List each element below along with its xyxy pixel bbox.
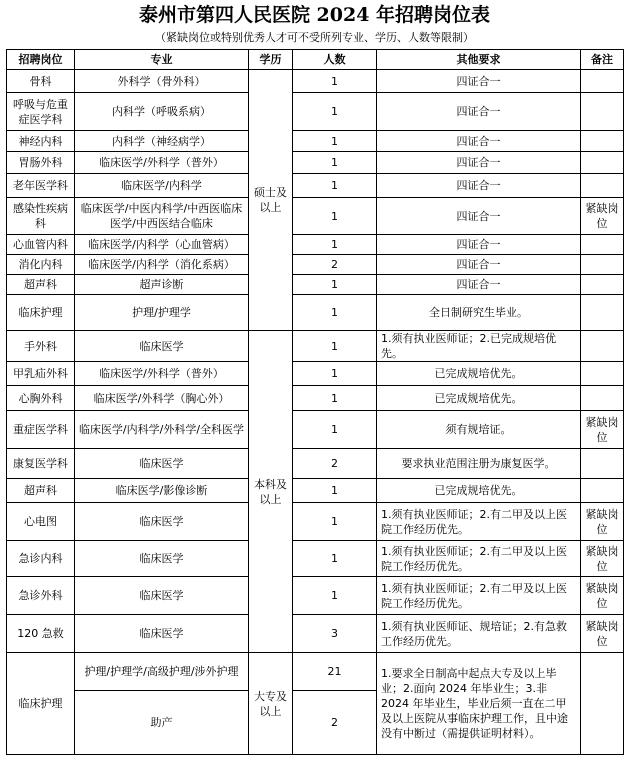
cell-notes: 紧缺岗位 <box>581 541 624 577</box>
cell-major: 临床医学/外科学（普外） <box>75 362 249 386</box>
cell-major: 临床医学/外科学（普外） <box>75 152 249 174</box>
cell-notes: 紧缺岗位 <box>581 503 624 541</box>
cell-position: 呼吸与危重症医学科 <box>7 93 75 131</box>
cell-notes <box>581 152 624 174</box>
cell-count: 1 <box>293 275 377 295</box>
table-row <box>7 255 624 275</box>
cell-education-group: 硕士及以上 <box>249 70 293 331</box>
cell-position: 超声科 <box>7 479 75 503</box>
cell-requirements: 须有规培证。 <box>377 411 581 449</box>
cell-count: 2 <box>293 691 377 755</box>
cell-position: 急诊内科 <box>7 541 75 577</box>
table-row <box>7 362 624 386</box>
cell-position: 重症医学科 <box>7 411 75 449</box>
table-row <box>7 449 624 479</box>
cell-notes <box>581 235 624 255</box>
cell-position: 临床护理 <box>7 653 75 755</box>
cell-requirements: 四证合一 <box>377 255 581 275</box>
cell-requirements: 四证合一 <box>377 152 581 174</box>
table-row <box>7 295 624 331</box>
table-row <box>7 131 624 152</box>
table-row <box>7 70 624 93</box>
cell-count: 1 <box>293 93 377 131</box>
header-count: 人数 <box>293 50 377 70</box>
header-requirements: 其他要求 <box>377 50 581 70</box>
cell-notes <box>581 93 624 131</box>
cell-major: 临床医学/内科学（消化系病） <box>75 255 249 275</box>
cell-count: 1 <box>293 198 377 235</box>
table-row <box>7 411 624 449</box>
cell-count: 1 <box>293 411 377 449</box>
cell-notes <box>581 174 624 198</box>
cell-notes <box>581 70 624 93</box>
table-row <box>7 235 624 255</box>
cell-count: 1 <box>293 503 377 541</box>
cell-requirements: 1.须有执业医师证、规培证；2.有急救工作经历优先。 <box>377 615 581 653</box>
cell-major: 临床医学 <box>75 577 249 615</box>
cell-position: 超声科 <box>7 275 75 295</box>
cell-major: 外科学（骨外科） <box>75 70 249 93</box>
table-row <box>7 653 624 691</box>
cell-notes <box>581 653 624 755</box>
table-row <box>7 541 624 577</box>
cell-requirements: 1.须有执业医师证；2.有二甲及以上医院工作经历优先。 <box>377 503 581 541</box>
cell-count: 3 <box>293 615 377 653</box>
cell-count: 2 <box>293 449 377 479</box>
page-title: 泰州市第四人民医院 2024 年招聘岗位表 <box>138 4 491 26</box>
table-row <box>7 615 624 653</box>
cell-major: 内科学（呼吸系病） <box>75 93 249 131</box>
cell-major: 临床医学/中医内科学/中西医临床医学/中西医结合临床 <box>75 198 249 235</box>
cell-position: 胃肠外科 <box>7 152 75 174</box>
cell-major: 临床医学 <box>75 503 249 541</box>
cell-count: 1 <box>293 577 377 615</box>
table-row <box>7 198 624 235</box>
cell-requirements: 要求执业范围注册为康复医学。 <box>377 449 581 479</box>
cell-notes <box>581 295 624 331</box>
cell-requirements: 1.须有执业医师证；2.有二甲及以上医院工作经历优先。 <box>377 541 581 577</box>
cell-position: 康复医学科 <box>7 449 75 479</box>
cell-major: 护理/护理学 <box>75 295 249 331</box>
cell-requirements: 四证合一 <box>377 174 581 198</box>
cell-requirements: 1.须有执业医师证；2.已完成规培优先。 <box>377 331 581 362</box>
cell-count: 1 <box>293 295 377 331</box>
cell-notes <box>581 449 624 479</box>
cell-notes <box>581 479 624 503</box>
cell-education-group: 本科及以上 <box>249 331 293 653</box>
cell-requirements: 四证合一 <box>377 275 581 295</box>
cell-position: 心电图 <box>7 503 75 541</box>
cell-requirements: 1.要求全日制高中起点大专及以上毕业；2.面向 2024 年毕业生；3.非 2024 年毕业生，毕业后须一直在二甲及以上医院从事临床护理工作，且中途没有中断过（需提供证明材料）。 <box>377 653 581 755</box>
cell-position: 心血管内科 <box>7 235 75 255</box>
cell-notes: 紧缺岗位 <box>581 411 624 449</box>
cell-major: 助产 <box>75 691 249 755</box>
cell-notes: 紧缺岗位 <box>581 198 624 235</box>
cell-count: 1 <box>293 70 377 93</box>
cell-count: 21 <box>293 653 377 691</box>
header-notes: 备注 <box>581 50 624 70</box>
cell-notes: 紧缺岗位 <box>581 577 624 615</box>
cell-position: 消化内科 <box>7 255 75 275</box>
cell-position: 临床护理 <box>7 295 75 331</box>
cell-position: 120 急救 <box>7 615 75 653</box>
cell-requirements: 四证合一 <box>377 70 581 93</box>
cell-count: 1 <box>293 331 377 362</box>
header-education: 学历 <box>249 50 293 70</box>
cell-position: 感染性疾病科 <box>7 198 75 235</box>
cell-requirements: 已完成规培优先。 <box>377 362 581 386</box>
cell-major: 内科学（神经病学） <box>75 131 249 152</box>
cell-requirements: 四证合一 <box>377 235 581 255</box>
cell-major: 临床医学 <box>75 449 249 479</box>
cell-count: 1 <box>293 174 377 198</box>
cell-notes <box>581 386 624 411</box>
cell-position: 手外科 <box>7 331 75 362</box>
cell-major: 临床医学/内科学（心血管病） <box>75 235 249 255</box>
table-header-row <box>7 50 624 70</box>
cell-major: 临床医学/内科学 <box>75 174 249 198</box>
cell-major: 临床医学 <box>75 615 249 653</box>
cell-requirements: 1.须有执业医师证；2.有二甲及以上医院工作经历优先。 <box>377 577 581 615</box>
cell-requirements: 已完成规培优先。 <box>377 479 581 503</box>
cell-count: 1 <box>293 152 377 174</box>
cell-requirements: 四证合一 <box>377 131 581 152</box>
cell-major: 超声诊断 <box>75 275 249 295</box>
cell-requirements: 全日制研究生毕业。 <box>377 295 581 331</box>
cell-notes: 紧缺岗位 <box>581 615 624 653</box>
cell-education-group: 大专及以上 <box>249 653 293 755</box>
cell-major: 护理/护理学/高级护理/涉外护理 <box>75 653 249 691</box>
cell-position: 神经内科 <box>7 131 75 152</box>
cell-major: 临床医学/内科学/外科学/全科医学 <box>75 411 249 449</box>
table-row <box>7 93 624 131</box>
table-row <box>7 577 624 615</box>
cell-position: 骨科 <box>7 70 75 93</box>
cell-count: 1 <box>293 362 377 386</box>
cell-count: 1 <box>293 479 377 503</box>
cell-count: 1 <box>293 235 377 255</box>
cell-notes <box>581 131 624 152</box>
cell-major: 临床医学 <box>75 541 249 577</box>
cell-major: 临床医学 <box>75 331 249 362</box>
cell-requirements: 已完成规培优先。 <box>377 386 581 411</box>
header-major: 专业 <box>75 50 249 70</box>
cell-count: 1 <box>293 386 377 411</box>
cell-notes <box>581 331 624 362</box>
cell-major: 临床医学/外科学（胸心外） <box>75 386 249 411</box>
cell-notes <box>581 362 624 386</box>
cell-requirements: 四证合一 <box>377 198 581 235</box>
table-row <box>7 503 624 541</box>
table-row <box>7 174 624 198</box>
cell-position: 急诊外科 <box>7 577 75 615</box>
cell-position: 甲乳疝外科 <box>7 362 75 386</box>
cell-count: 1 <box>293 131 377 152</box>
cell-notes <box>581 255 624 275</box>
cell-count: 2 <box>293 255 377 275</box>
cell-count: 1 <box>293 541 377 577</box>
table-row <box>7 331 624 362</box>
cell-major: 临床医学/影像诊断 <box>75 479 249 503</box>
table-row <box>7 152 624 174</box>
cell-notes <box>581 275 624 295</box>
cell-position: 心胸外科 <box>7 386 75 411</box>
table-row <box>7 386 624 411</box>
cell-position: 老年医学科 <box>7 174 75 198</box>
page-subtitle: （紧缺岗位或特别优秀人才可不受所列专业、学历、人数等限制） <box>155 31 474 44</box>
table-row <box>7 479 624 503</box>
cell-requirements: 四证合一 <box>377 93 581 131</box>
header-position: 招聘岗位 <box>7 50 75 70</box>
table-row <box>7 275 624 295</box>
recruitment-table <box>6 49 624 755</box>
